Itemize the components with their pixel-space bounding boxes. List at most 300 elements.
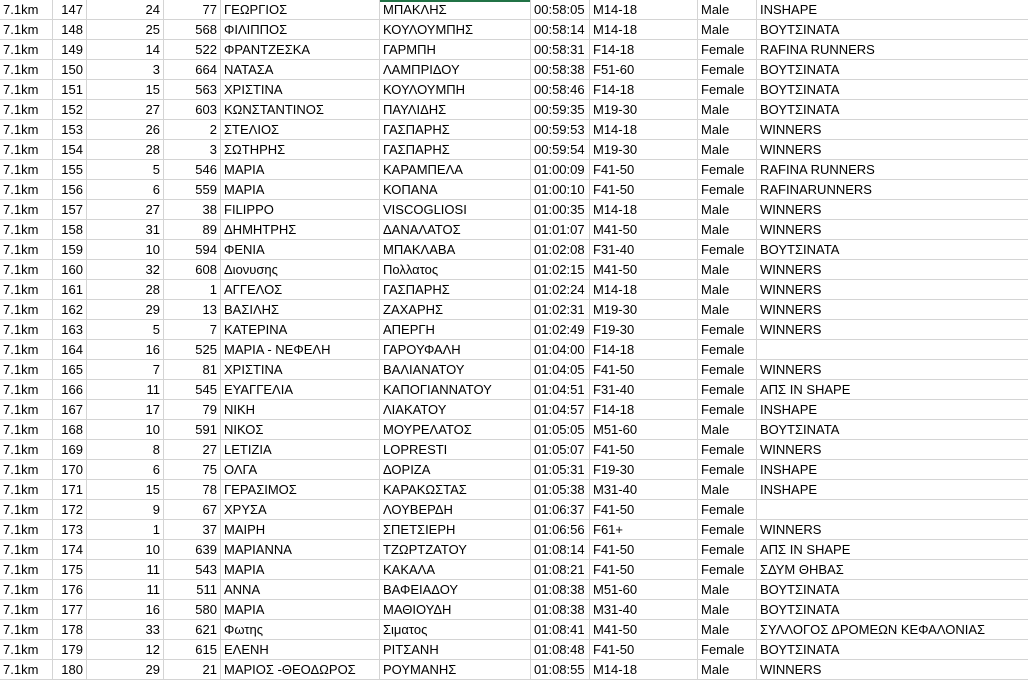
distance-cell[interactable]: 7.1km: [0, 600, 53, 619]
gender-cell[interactable]: Male: [698, 100, 757, 119]
category-cell[interactable]: F19-30: [590, 460, 698, 479]
finish-time-cell[interactable]: 01:05:07: [531, 440, 590, 459]
club-cell[interactable]: INSHAPE: [760, 482, 818, 497]
finish-time-cell[interactable]: 00:58:46: [531, 80, 590, 99]
distance-cell[interactable]: 7.1km: [0, 140, 53, 159]
last-name-cell[interactable]: ΚΑΡΑΜΠΕΛΑ: [380, 160, 531, 179]
category-rank-cell[interactable]: 3: [87, 60, 164, 79]
category-rank-cell[interactable]: 16: [87, 340, 164, 359]
distance-cell[interactable]: 7.1km: [0, 340, 53, 359]
category-cell[interactable]: M14-18: [590, 120, 698, 139]
first-name-cell[interactable]: ΝΑΤΑΣΑ: [221, 60, 380, 79]
category-cell[interactable]: F31-40: [590, 380, 698, 399]
finish-time-cell[interactable]: 01:00:35: [531, 200, 590, 219]
first-name-cell[interactable]: ΜΑΡΙΑ: [221, 600, 380, 619]
gender-cell[interactable]: Male: [698, 580, 757, 599]
gender-cell[interactable]: Male: [698, 140, 757, 159]
distance-cell[interactable]: 7.1km: [0, 560, 53, 579]
first-name-cell[interactable]: ΜΑΡΙΑ: [221, 560, 380, 579]
category-rank-cell[interactable]: 5: [87, 320, 164, 339]
bib-number-cell[interactable]: 38: [164, 200, 221, 219]
category-rank-cell[interactable]: 25: [87, 20, 164, 39]
distance-cell[interactable]: 7.1km: [0, 320, 53, 339]
last-name-cell[interactable]: ΖΑΧΑΡΗΣ: [380, 300, 531, 319]
distance-cell[interactable]: 7.1km: [0, 460, 53, 479]
last-name-cell[interactable]: Πολλατος: [380, 260, 531, 279]
first-name-cell[interactable]: ΕΥΑΓΓΕΛΙΑ: [221, 380, 380, 399]
finish-time-cell[interactable]: 00:58:31: [531, 40, 590, 59]
category-cell[interactable]: M41-50: [590, 620, 698, 639]
distance-cell[interactable]: 7.1km: [0, 540, 53, 559]
finish-time-cell[interactable]: 01:04:05: [531, 360, 590, 379]
distance-cell[interactable]: 7.1km: [0, 280, 53, 299]
bib-number-cell[interactable]: 568: [164, 20, 221, 39]
finish-time-cell[interactable]: 01:08:14: [531, 540, 590, 559]
gender-cell[interactable]: Male: [698, 600, 757, 619]
first-name-cell[interactable]: ΜΑΡΙΑ - ΝΕΦΕΛΗ: [221, 340, 380, 359]
gender-cell[interactable]: Male: [698, 200, 757, 219]
gender-cell[interactable]: Female: [698, 80, 757, 99]
position-cell[interactable]: 163: [53, 320, 87, 339]
club-cell[interactable]: WINNERS: [760, 262, 822, 277]
bib-number-cell[interactable]: 77: [164, 0, 221, 19]
first-name-cell[interactable]: FILIPPO: [221, 200, 380, 219]
bib-number-cell[interactable]: 664: [164, 60, 221, 79]
first-name-cell[interactable]: ΒΑΣΙΛΗΣ: [221, 300, 380, 319]
position-cell[interactable]: 178: [53, 620, 87, 639]
first-name-cell[interactable]: ΣΤΕΛΙΟΣ: [221, 120, 380, 139]
distance-cell[interactable]: 7.1km: [0, 480, 53, 499]
club-cell[interactable]: ΒΟΥΤΣΙΝΑΤΑ: [760, 642, 840, 657]
category-rank-cell[interactable]: 31: [87, 220, 164, 239]
category-rank-cell[interactable]: 17: [87, 400, 164, 419]
first-name-cell[interactable]: ΦΡΑΝΤΖΕΣΚΑ: [221, 40, 380, 59]
bib-number-cell[interactable]: 621: [164, 620, 221, 639]
first-name-cell[interactable]: ΧΡΥΣΑ: [221, 500, 380, 519]
first-name-cell[interactable]: ΜΑΡΙΟΣ -ΘΕΟΔΩΡΟΣ: [221, 660, 380, 679]
first-name-cell[interactable]: ΔΗΜΗΤΡΗΣ: [221, 220, 380, 239]
position-cell[interactable]: 169: [53, 440, 87, 459]
category-cell[interactable]: M51-60: [590, 420, 698, 439]
category-rank-cell[interactable]: 9: [87, 500, 164, 519]
club-cell[interactable]: ΒΟΥΤΣΙΝΑΤΑ: [760, 422, 840, 437]
position-cell[interactable]: 157: [53, 200, 87, 219]
distance-cell[interactable]: 7.1km: [0, 300, 53, 319]
bib-number-cell[interactable]: 511: [164, 580, 221, 599]
last-name-cell[interactable]: ΚΑΡΑΚΩΣΤΑΣ: [380, 480, 531, 499]
finish-time-cell[interactable]: 01:05:38: [531, 480, 590, 499]
finish-time-cell[interactable]: 01:00:10: [531, 180, 590, 199]
position-cell[interactable]: 160: [53, 260, 87, 279]
position-cell[interactable]: 150: [53, 60, 87, 79]
club-cell[interactable]: ΒΟΥΤΣΙΝΑΤΑ: [760, 242, 840, 257]
last-name-cell[interactable]: ΚΟΠΑΝΑ: [380, 180, 531, 199]
position-cell[interactable]: 155: [53, 160, 87, 179]
last-name-cell[interactable]: ΛΟΥΒΕΡΔΗ: [380, 500, 531, 519]
category-cell[interactable]: M14-18: [590, 280, 698, 299]
club-cell[interactable]: WINNERS: [760, 282, 822, 297]
category-cell[interactable]: F61+: [590, 520, 698, 539]
category-rank-cell[interactable]: 33: [87, 620, 164, 639]
bib-number-cell[interactable]: 81: [164, 360, 221, 379]
distance-cell[interactable]: 7.1km: [0, 420, 53, 439]
last-name-cell[interactable]: LOPRESTI: [380, 440, 531, 459]
position-cell[interactable]: 168: [53, 420, 87, 439]
distance-cell[interactable]: 7.1km: [0, 40, 53, 59]
position-cell[interactable]: 156: [53, 180, 87, 199]
bib-number-cell[interactable]: 639: [164, 540, 221, 559]
last-name-cell[interactable]: ΛΑΜΠΡΙΔΟΥ: [380, 60, 531, 79]
category-cell[interactable]: M19-30: [590, 300, 698, 319]
distance-cell[interactable]: 7.1km: [0, 120, 53, 139]
club-cell[interactable]: WINNERS: [760, 442, 822, 457]
category-cell[interactable]: F41-50: [590, 440, 698, 459]
bib-number-cell[interactable]: 603: [164, 100, 221, 119]
club-cell[interactable]: WINNERS: [760, 522, 822, 537]
first-name-cell[interactable]: ΦΕΝΙΑ: [221, 240, 380, 259]
club-cell[interactable]: WINNERS: [760, 142, 822, 157]
bib-number-cell[interactable]: 546: [164, 160, 221, 179]
category-rank-cell[interactable]: 26: [87, 120, 164, 139]
bib-number-cell[interactable]: 75: [164, 460, 221, 479]
finish-time-cell[interactable]: 00:59:35: [531, 100, 590, 119]
first-name-cell[interactable]: ΜΑΡΙΑ: [221, 160, 380, 179]
bib-number-cell[interactable]: 591: [164, 420, 221, 439]
club-cell[interactable]: WINNERS: [760, 122, 822, 137]
finish-time-cell[interactable]: 01:04:51: [531, 380, 590, 399]
club-cell[interactable]: ΑΠΣ IN SHAPE: [760, 542, 851, 557]
finish-time-cell[interactable]: 00:59:54: [531, 140, 590, 159]
category-cell[interactable]: M14-18: [590, 660, 698, 679]
first-name-cell[interactable]: LETIZIA: [221, 440, 380, 459]
first-name-cell[interactable]: Φωτης: [221, 620, 380, 639]
distance-cell[interactable]: 7.1km: [0, 580, 53, 599]
bib-number-cell[interactable]: 67: [164, 500, 221, 519]
gender-cell[interactable]: Female: [698, 320, 757, 339]
last-name-cell[interactable]: ΚΟΥΛΟΥΜΠΗΣ: [380, 20, 531, 39]
category-rank-cell[interactable]: 10: [87, 540, 164, 559]
club-cell[interactable]: ΒΟΥΤΣΙΝΑΤΑ: [760, 82, 840, 97]
category-rank-cell[interactable]: 7: [87, 360, 164, 379]
category-rank-cell[interactable]: 29: [87, 660, 164, 679]
first-name-cell[interactable]: ΝΙΚΟΣ: [221, 420, 380, 439]
last-name-cell[interactable]: ΜΠΑΚΛΗΣ: [380, 0, 531, 19]
position-cell[interactable]: 159: [53, 240, 87, 259]
position-cell[interactable]: 175: [53, 560, 87, 579]
position-cell[interactable]: 165: [53, 360, 87, 379]
gender-cell[interactable]: Female: [698, 40, 757, 59]
position-cell[interactable]: 161: [53, 280, 87, 299]
finish-time-cell[interactable]: 01:08:38: [531, 600, 590, 619]
first-name-cell[interactable]: ΣΩΤΗΡΗΣ: [221, 140, 380, 159]
first-name-cell[interactable]: ΦΙΛΙΠΠΟΣ: [221, 20, 380, 39]
category-cell[interactable]: F41-50: [590, 500, 698, 519]
last-name-cell[interactable]: ΛΙΑΚΑΤΟΥ: [380, 400, 531, 419]
club-cell[interactable]: RAFINA RUNNERS: [760, 42, 875, 57]
position-cell[interactable]: 153: [53, 120, 87, 139]
position-cell[interactable]: 162: [53, 300, 87, 319]
club-cell[interactable]: ΣΥΛΛΟΓΟΣ ΔΡΟΜΕΩΝ ΚΕΦΑΛΟΝΙΑΣ: [760, 622, 986, 637]
category-rank-cell[interactable]: 15: [87, 80, 164, 99]
position-cell[interactable]: 158: [53, 220, 87, 239]
distance-cell[interactable]: 7.1km: [0, 440, 53, 459]
last-name-cell[interactable]: ΔΟΡΙΖΑ: [380, 460, 531, 479]
position-cell[interactable]: 167: [53, 400, 87, 419]
finish-time-cell[interactable]: 01:08:38: [531, 580, 590, 599]
category-cell[interactable]: F51-60: [590, 60, 698, 79]
category-rank-cell[interactable]: 6: [87, 460, 164, 479]
position-cell[interactable]: 180: [53, 660, 87, 679]
gender-cell[interactable]: Female: [698, 640, 757, 659]
position-cell[interactable]: 147: [53, 0, 87, 19]
category-cell[interactable]: M31-40: [590, 600, 698, 619]
finish-time-cell[interactable]: 01:06:56: [531, 520, 590, 539]
finish-time-cell[interactable]: 01:05:05: [531, 420, 590, 439]
gender-cell[interactable]: Male: [698, 300, 757, 319]
position-cell[interactable]: 152: [53, 100, 87, 119]
club-cell[interactable]: WINNERS: [760, 302, 822, 317]
category-rank-cell[interactable]: 27: [87, 100, 164, 119]
last-name-cell[interactable]: ΓΑΡΟΥΦΑΛΗ: [380, 340, 531, 359]
distance-cell[interactable]: 7.1km: [0, 0, 53, 19]
gender-cell[interactable]: Male: [698, 280, 757, 299]
bib-number-cell[interactable]: 13: [164, 300, 221, 319]
first-name-cell[interactable]: ΟΛΓΑ: [221, 460, 380, 479]
category-cell[interactable]: F41-50: [590, 160, 698, 179]
category-cell[interactable]: M14-18: [590, 200, 698, 219]
position-cell[interactable]: 166: [53, 380, 87, 399]
first-name-cell[interactable]: ΓΕΩΡΓΙΟΣ: [221, 0, 380, 19]
gender-cell[interactable]: Female: [698, 560, 757, 579]
last-name-cell[interactable]: ΜΑΘΙΟΥΔΗ: [380, 600, 531, 619]
distance-cell[interactable]: 7.1km: [0, 660, 53, 679]
finish-time-cell[interactable]: 01:06:37: [531, 500, 590, 519]
last-name-cell[interactable]: ΚΟΥΛΟΥΜΠΗ: [380, 80, 531, 99]
last-name-cell[interactable]: ΒΑΦΕΙΑΔΟΥ: [380, 580, 531, 599]
gender-cell[interactable]: Female: [698, 340, 757, 359]
bib-number-cell[interactable]: 563: [164, 80, 221, 99]
gender-cell[interactable]: Female: [698, 540, 757, 559]
first-name-cell[interactable]: ΜΑΡΙΑ: [221, 180, 380, 199]
bib-number-cell[interactable]: 37: [164, 520, 221, 539]
first-name-cell[interactable]: ΚΩΝΣΤΑΝΤΙΝΟΣ: [221, 100, 380, 119]
finish-time-cell[interactable]: 01:04:57: [531, 400, 590, 419]
distance-cell[interactable]: 7.1km: [0, 360, 53, 379]
finish-time-cell[interactable]: 01:08:48: [531, 640, 590, 659]
distance-cell[interactable]: 7.1km: [0, 240, 53, 259]
gender-cell[interactable]: Male: [698, 20, 757, 39]
category-cell[interactable]: F14-18: [590, 340, 698, 359]
last-name-cell[interactable]: ΒΑΛΙΑΝΑΤΟΥ: [380, 360, 531, 379]
club-cell[interactable]: ΒΟΥΤΣΙΝΑΤΑ: [760, 582, 840, 597]
first-name-cell[interactable]: ΧΡΙΣΤΙΝΑ: [221, 80, 380, 99]
category-rank-cell[interactable]: 6: [87, 180, 164, 199]
bib-number-cell[interactable]: 1: [164, 280, 221, 299]
category-rank-cell[interactable]: 11: [87, 560, 164, 579]
category-rank-cell[interactable]: 1: [87, 520, 164, 539]
distance-cell[interactable]: 7.1km: [0, 160, 53, 179]
bib-number-cell[interactable]: 89: [164, 220, 221, 239]
last-name-cell[interactable]: VISCOGLIOSI: [380, 200, 531, 219]
gender-cell[interactable]: Male: [698, 0, 757, 19]
finish-time-cell[interactable]: 01:02:31: [531, 300, 590, 319]
bib-number-cell[interactable]: 559: [164, 180, 221, 199]
finish-time-cell[interactable]: 01:02:24: [531, 280, 590, 299]
category-cell[interactable]: M31-40: [590, 480, 698, 499]
category-cell[interactable]: F14-18: [590, 40, 698, 59]
gender-cell[interactable]: Female: [698, 60, 757, 79]
category-rank-cell[interactable]: 14: [87, 40, 164, 59]
distance-cell[interactable]: 7.1km: [0, 220, 53, 239]
gender-cell[interactable]: Female: [698, 380, 757, 399]
finish-time-cell[interactable]: 01:00:09: [531, 160, 590, 179]
club-cell[interactable]: RAFINARUNNERS: [760, 182, 872, 197]
gender-cell[interactable]: Female: [698, 160, 757, 179]
bib-number-cell[interactable]: 21: [164, 660, 221, 679]
category-rank-cell[interactable]: 16: [87, 600, 164, 619]
gender-cell[interactable]: Male: [698, 420, 757, 439]
finish-time-cell[interactable]: 00:59:53: [531, 120, 590, 139]
first-name-cell[interactable]: Διονυσης: [221, 260, 380, 279]
club-cell[interactable]: ΒΟΥΤΣΙΝΑΤΑ: [760, 22, 840, 37]
category-rank-cell[interactable]: 8: [87, 440, 164, 459]
finish-time-cell[interactable]: 01:08:55: [531, 660, 590, 679]
club-cell[interactable]: ΑΠΣ IN SHAPE: [760, 382, 851, 397]
last-name-cell[interactable]: ΡΙΤΣΑΝΗ: [380, 640, 531, 659]
finish-time-cell[interactable]: 00:58:14: [531, 20, 590, 39]
position-cell[interactable]: 172: [53, 500, 87, 519]
finish-time-cell[interactable]: 01:02:08: [531, 240, 590, 259]
distance-cell[interactable]: 7.1km: [0, 520, 53, 539]
last-name-cell[interactable]: ΜΠΑΚΛΑΒΑ: [380, 240, 531, 259]
position-cell[interactable]: 176: [53, 580, 87, 599]
first-name-cell[interactable]: ΧΡΙΣΤΙΝΑ: [221, 360, 380, 379]
club-cell[interactable]: ΒΟΥΤΣΙΝΑΤΑ: [760, 62, 840, 77]
position-cell[interactable]: 173: [53, 520, 87, 539]
distance-cell[interactable]: 7.1km: [0, 60, 53, 79]
bib-number-cell[interactable]: 78: [164, 480, 221, 499]
gender-cell[interactable]: Female: [698, 360, 757, 379]
gender-cell[interactable]: Male: [698, 260, 757, 279]
club-cell[interactable]: INSHAPE: [760, 2, 818, 17]
position-cell[interactable]: 164: [53, 340, 87, 359]
finish-time-cell[interactable]: 01:08:41: [531, 620, 590, 639]
finish-time-cell[interactable]: 00:58:38: [531, 60, 590, 79]
category-rank-cell[interactable]: 10: [87, 420, 164, 439]
last-name-cell[interactable]: ΔΑΝΑΛΑΤΟΣ: [380, 220, 531, 239]
position-cell[interactable]: 179: [53, 640, 87, 659]
first-name-cell[interactable]: ΚΑΤΕΡΙΝΑ: [221, 320, 380, 339]
first-name-cell[interactable]: ΜΑΡΙΑΝΝΑ: [221, 540, 380, 559]
first-name-cell[interactable]: ΓΕΡΑΣΙΜΟΣ: [221, 480, 380, 499]
club-cell[interactable]: [757, 340, 1028, 359]
last-name-cell[interactable]: ΠΑΥΛΙΔΗΣ: [380, 100, 531, 119]
last-name-cell[interactable]: ΚΑΠΟΓΙΑΝΝΑΤΟΥ: [380, 380, 531, 399]
gender-cell[interactable]: Female: [698, 400, 757, 419]
finish-time-cell[interactable]: 01:08:21: [531, 560, 590, 579]
category-rank-cell[interactable]: 11: [87, 380, 164, 399]
distance-cell[interactable]: 7.1km: [0, 400, 53, 419]
club-cell[interactable]: ΒΟΥΤΣΙΝΑΤΑ: [760, 602, 840, 617]
gender-cell[interactable]: Male: [698, 660, 757, 679]
position-cell[interactable]: 177: [53, 600, 87, 619]
bib-number-cell[interactable]: 79: [164, 400, 221, 419]
first-name-cell[interactable]: ΜΑΙΡΗ: [221, 520, 380, 539]
category-rank-cell[interactable]: 29: [87, 300, 164, 319]
club-cell[interactable]: WINNERS: [760, 662, 822, 677]
distance-cell[interactable]: 7.1km: [0, 380, 53, 399]
category-cell[interactable]: F14-18: [590, 400, 698, 419]
category-cell[interactable]: F19-30: [590, 320, 698, 339]
category-rank-cell[interactable]: 11: [87, 580, 164, 599]
distance-cell[interactable]: 7.1km: [0, 80, 53, 99]
category-cell[interactable]: M14-18: [590, 0, 698, 19]
club-cell[interactable]: ΒΟΥΤΣΙΝΑΤΑ: [760, 102, 840, 117]
finish-time-cell[interactable]: 01:05:31: [531, 460, 590, 479]
category-cell[interactable]: M19-30: [590, 140, 698, 159]
category-rank-cell[interactable]: 32: [87, 260, 164, 279]
club-cell[interactable]: WINNERS: [760, 202, 822, 217]
last-name-cell[interactable]: ΓΑΣΠΑΡΗΣ: [380, 120, 531, 139]
gender-cell[interactable]: Male: [698, 220, 757, 239]
category-cell[interactable]: F41-50: [590, 180, 698, 199]
bib-number-cell[interactable]: 3: [164, 140, 221, 159]
last-name-cell[interactable]: ΚΑΚΑΛΑ: [380, 560, 531, 579]
last-name-cell[interactable]: ΓΑΣΠΑΡΗΣ: [380, 140, 531, 159]
category-rank-cell[interactable]: 15: [87, 480, 164, 499]
position-cell[interactable]: 170: [53, 460, 87, 479]
first-name-cell[interactable]: ΑΓΓΕΛΟΣ: [221, 280, 380, 299]
first-name-cell[interactable]: ΕΛΕΝΗ: [221, 640, 380, 659]
first-name-cell[interactable]: ΑΝΝΑ: [221, 580, 380, 599]
distance-cell[interactable]: 7.1km: [0, 260, 53, 279]
category-cell[interactable]: M51-60: [590, 580, 698, 599]
bib-number-cell[interactable]: 522: [164, 40, 221, 59]
category-rank-cell[interactable]: 28: [87, 280, 164, 299]
category-cell[interactable]: F41-50: [590, 360, 698, 379]
last-name-cell[interactable]: ΑΠΕΡΓΗ: [380, 320, 531, 339]
bib-number-cell[interactable]: 7: [164, 320, 221, 339]
position-cell[interactable]: 171: [53, 480, 87, 499]
last-name-cell[interactable]: Σιματος: [380, 620, 531, 639]
category-cell[interactable]: F41-50: [590, 540, 698, 559]
last-name-cell[interactable]: ΡΟΥΜΑΝΗΣ: [380, 660, 531, 679]
finish-time-cell[interactable]: 01:02:15: [531, 260, 590, 279]
gender-cell[interactable]: Male: [698, 120, 757, 139]
position-cell[interactable]: 149: [53, 40, 87, 59]
distance-cell[interactable]: 7.1km: [0, 500, 53, 519]
category-rank-cell[interactable]: 24: [87, 0, 164, 19]
distance-cell[interactable]: 7.1km: [0, 20, 53, 39]
position-cell[interactable]: 154: [53, 140, 87, 159]
gender-cell[interactable]: Male: [698, 480, 757, 499]
category-cell[interactable]: F14-18: [590, 80, 698, 99]
gender-cell[interactable]: Female: [698, 500, 757, 519]
category-cell[interactable]: M14-18: [590, 20, 698, 39]
category-rank-cell[interactable]: 10: [87, 240, 164, 259]
bib-number-cell[interactable]: 580: [164, 600, 221, 619]
gender-cell[interactable]: Female: [698, 240, 757, 259]
position-cell[interactable]: 151: [53, 80, 87, 99]
gender-cell[interactable]: Female: [698, 460, 757, 479]
distance-cell[interactable]: 7.1km: [0, 180, 53, 199]
club-cell[interactable]: WINNERS: [760, 362, 822, 377]
category-cell[interactable]: F41-50: [590, 560, 698, 579]
club-cell[interactable]: INSHAPE: [760, 402, 818, 417]
gender-cell[interactable]: Female: [698, 440, 757, 459]
category-rank-cell[interactable]: 27: [87, 200, 164, 219]
club-cell[interactable]: ΣΔΥΜ ΘΗΒΑΣ: [760, 562, 844, 577]
